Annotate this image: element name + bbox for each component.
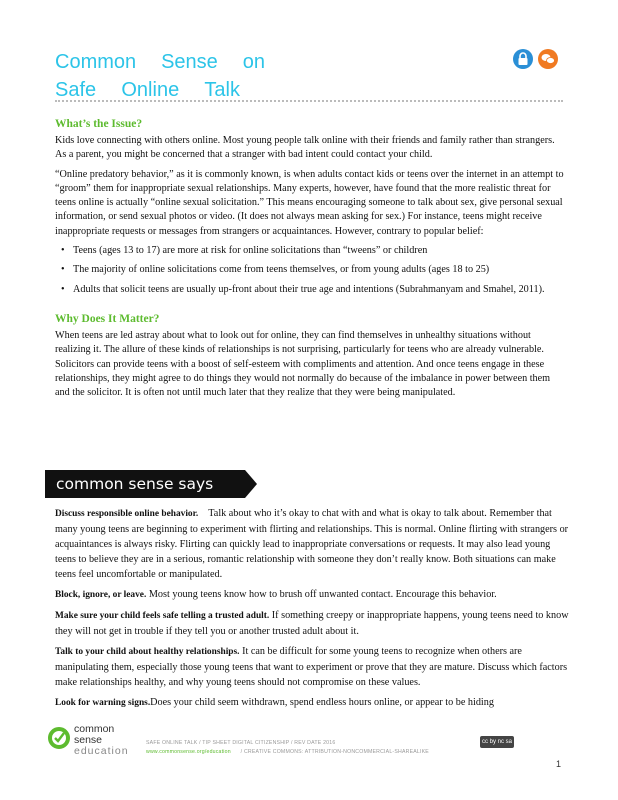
tip-text: If something creepy or inappropriate happens, young teens need to know they will not get in trouble if they tell you or another trusted adult about it. [55, 610, 569, 637]
title-word: Online [121, 79, 180, 101]
main-content [55, 116, 565, 405]
title-divider [55, 100, 563, 102]
tip-item [55, 608, 570, 639]
list-item: • Adults that solicit teens are usually up-front about their true age and intentions (Subrahmanyam and Smahel, 2011). [69, 283, 565, 297]
tip-item [55, 644, 570, 690]
tip-lead: Discuss responsible online behavior. [55, 509, 199, 519]
title-word: Common [55, 51, 137, 73]
footer-meta: SAFE ONLINE TALK / TIP SHEET DIGITAL CITIZENSHIP / REV DATE 2016 www.commonsense.org/education / CREATIVE COMMONS: ATTRIBUTION-NONCOMMERCIAL-SHAREALIKE [146, 740, 429, 755]
tip-text: Does your child seem withdrawn, spend endless hours online, or appear to be hiding [150, 697, 494, 708]
title-word: Sense [161, 51, 218, 73]
tip-lead: Block, ignore, or leave. [55, 590, 147, 600]
title-word: Safe [55, 79, 97, 101]
footer-meta-line: SAFE ONLINE TALK / TIP SHEET DIGITAL CITIZENSHIP / REV DATE 2016 [146, 740, 336, 746]
lock-icon [513, 49, 533, 69]
logo-text: sense [74, 734, 103, 746]
tip-text: Talk about who it’s okay to chat with and what is okay to talk about. Remember that many young teens are beginning to experiment with flirting and relationships. This is normal. Online flirting with strangers or acquaintances is always risky. Flirting can quickly lead to inappropriate conversations or requests. It may also lead young teens to believe they are in a serious, romantic relationship with someone they don’t really know. Both situations can make teens feel uncomfortable or manipulated. [55, 508, 569, 580]
chat-icon [538, 49, 558, 69]
title-word: Talk [204, 79, 240, 101]
tip-item [55, 506, 570, 582]
logo-text: common [74, 723, 115, 735]
tips-section [55, 506, 570, 716]
paragraph: When teens are led astray about what to look out for online, they can find themselves in unhealthy situations without realizing it. The allure of these kinds of relationships is not surprising, particularly for teens who are already vulnerable. Solicitors can provide teens with a boost of self-esteem with compliments and attention. And once teens engage in these relationships, they might agree to do things they would not normally do because of the imbalance in power between them and the solicitor. It is often not until much later that they realize that they were being manipulated. [55, 329, 551, 399]
header-icons [513, 49, 558, 69]
list-item: • Teens (ages 13 to 17) are more at risk for online solicitations than “tweens” or children [69, 244, 565, 258]
tip-text: It can be difficult for some young teens to recognize when others are manipulating them, especially those young teens that want to experiment or prove that they are mature. Discuss which factors make relationships healthy, and why young teens should not compromise on these values. [55, 646, 568, 688]
creative-commons-badge: cc by nc sa [480, 736, 514, 748]
footer-link[interactable]: www.commonsense.org/education [146, 749, 231, 755]
page-number: 1 [556, 759, 562, 769]
logo-check-icon [48, 727, 70, 749]
page-footer [48, 716, 568, 772]
common-sense-says-banner: common sense says [45, 470, 245, 498]
footer-license: CREATIVE COMMONS: ATTRIBUTION-NONCOMMERCIAL-SHAREALIKE [243, 749, 429, 755]
title-word: on [242, 51, 265, 73]
section-heading: What’s the Issue? [55, 118, 143, 130]
paragraph: “Online predatory behavior,” as it is commonly known, is when adults contact kids or teens over the internet in an attempt to “groom” them for inappropriate sexual relationships. Many experts, however, have found that the more realistic threat for teens online is actually “online sexual solicitation.” This means encouraging someone to talk about sex, give personal sexual information, or send sexual photos or video. (It does not always mean asking for sex.) For instance, teens might receive inappropriate requests or messages from strangers or acquaintances. However, contrary to popular belief: [55, 168, 564, 237]
tip-text: Most young teens know how to brush off unwanted contact. Encourage this behavior. [148, 589, 497, 600]
logo-text: education [74, 745, 129, 757]
paragraph: Kids love connecting with others online. Most young people talk online with their friends and family rather than strangers. As a parent, you might be concerned that a stranger with bad intent could contact your child. [55, 135, 555, 161]
list-item: • The majority of online solicitations come from teens themselves, or from young adults (ages 18 to 25) [69, 263, 565, 277]
document-title [55, 48, 265, 104]
tip-item [55, 587, 570, 603]
tip-lead: Look for warning signs. [55, 698, 151, 708]
tip-item [55, 695, 570, 711]
tip-lead: Make sure your child feels safe telling a trusted adult. [55, 611, 270, 621]
bullet-list [55, 244, 565, 297]
tip-lead: Talk to your child about healthy relationships. [55, 647, 240, 657]
common-sense-logo [48, 724, 129, 757]
section-heading: Why Does It Matter? [55, 312, 160, 325]
